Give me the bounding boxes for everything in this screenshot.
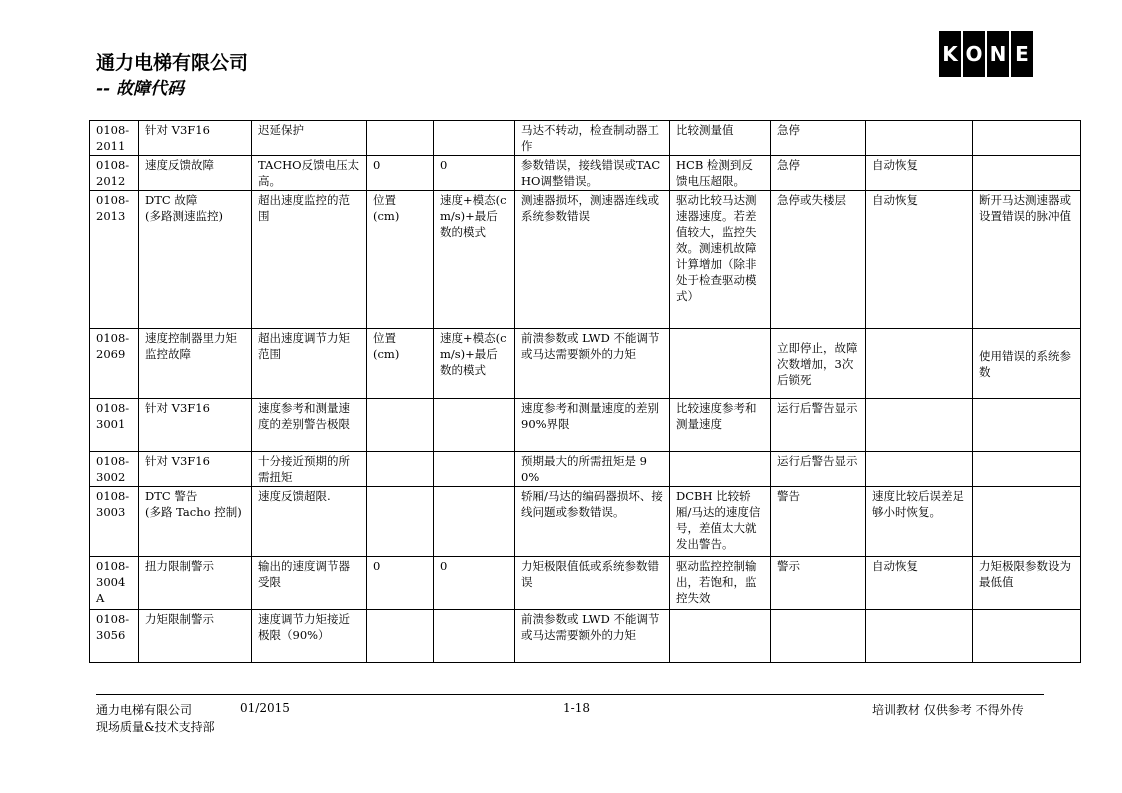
cell-name: 针对 V3F16 xyxy=(139,121,252,156)
cell-recover xyxy=(866,452,973,487)
cell-action xyxy=(771,610,866,663)
cell-cause: 超出速度调节力矩范围 xyxy=(252,329,367,399)
cell-remedy: 使用错误的系统参数 xyxy=(973,329,1081,399)
table-row xyxy=(90,121,1081,156)
cell-name: 针对 V3F16 xyxy=(139,399,252,452)
cell-code: 0108- 3001 xyxy=(90,399,139,452)
cell-recover: 自动恢复 xyxy=(866,156,973,191)
cell-reason: 速度参考和测量速度的差别 90%界限 xyxy=(515,399,670,452)
cell-p2 xyxy=(434,121,515,156)
cell-detect: 比较速度参考和测量速度 xyxy=(670,399,771,452)
cell-reason: 轿厢/马达的编码器损坏、接线问题或参数错误。 xyxy=(515,487,670,557)
cell-reason: 参数错误，接线错误或TACHO调整错误。 xyxy=(515,156,670,191)
cell-remedy xyxy=(973,121,1081,156)
cell-p2 xyxy=(434,452,515,487)
cell-recover xyxy=(866,121,973,156)
cell-p2 xyxy=(434,487,515,557)
cell-remedy xyxy=(973,399,1081,452)
cell-detect: 比较测量值 xyxy=(670,121,771,156)
cell-p2: 0 xyxy=(434,156,515,191)
cell-cause: 超出速度监控的范围 xyxy=(252,191,367,329)
footer-date: 01/2015 xyxy=(240,701,290,715)
cell-action: 警示 xyxy=(771,557,866,610)
cell-detect xyxy=(670,329,771,399)
logo-letter: E xyxy=(1011,31,1033,77)
cell-action: 急停 xyxy=(771,121,866,156)
cell-recover xyxy=(866,399,973,452)
cell-recover: 速度比较后误差足够小时恢复。 xyxy=(866,487,973,557)
cell-recover: 自动恢复 xyxy=(866,191,973,329)
cell-reason: 马达不转动，检查制动器工作 xyxy=(515,121,670,156)
cell-p1 xyxy=(367,399,434,452)
cell-cause: 速度参考和测量速度的差别警告极限 xyxy=(252,399,367,452)
cell-p1: 位置 (cm) xyxy=(367,191,434,329)
cell-remedy xyxy=(973,487,1081,557)
cell-cause: 十分接近预期的所需扭矩 xyxy=(252,452,367,487)
cell-detect: DCBH 比较轿厢/马达的速度信号，差值太大就发出警告。 xyxy=(670,487,771,557)
logo-letter: N xyxy=(987,31,1009,77)
fault-code-table xyxy=(89,120,1081,663)
logo-letter: O xyxy=(963,31,985,77)
cell-name: 速度控制器里力矩监控故障 xyxy=(139,329,252,399)
page-number: 1-18 xyxy=(563,701,590,715)
cell-action: 急停或失楼层 xyxy=(771,191,866,329)
footer-divider xyxy=(96,694,1044,695)
cell-p2: 速度+模态(cm/s)+最后数的模式 xyxy=(434,191,515,329)
cell-p1 xyxy=(367,452,434,487)
document-subtitle: -- 故障代码 xyxy=(96,79,185,99)
table-row xyxy=(90,329,1081,399)
cell-cause: 速度调节力矩接近极限（90%） xyxy=(252,610,367,663)
cell-remedy xyxy=(973,610,1081,663)
cell-cause: 迟延保护 xyxy=(252,121,367,156)
table-row xyxy=(90,487,1081,557)
cell-code: 0108- 2011 xyxy=(90,121,139,156)
logo-letter: K xyxy=(939,31,961,77)
table-row xyxy=(90,557,1081,610)
cell-detect: HCB 检测到反馈电压超限。 xyxy=(670,156,771,191)
cell-name: 力矩限制警示 xyxy=(139,610,252,663)
table-row xyxy=(90,399,1081,452)
cell-code: 0108- 3003 xyxy=(90,487,139,557)
footer-note: 培训教材 仅供参考 不得外传 xyxy=(872,703,1024,717)
cell-detect: 驱动监控控制输出，若饱和，监控失效 xyxy=(670,557,771,610)
cell-cause: 输出的速度调节器受限 xyxy=(252,557,367,610)
cell-p2 xyxy=(434,399,515,452)
cell-recover: 自动恢复 xyxy=(866,557,973,610)
cell-name: 扭力限制警示 xyxy=(139,557,252,610)
table-row xyxy=(90,191,1081,329)
cell-remedy xyxy=(973,452,1081,487)
cell-p1 xyxy=(367,487,434,557)
kone-logo xyxy=(939,31,1033,77)
cell-p1 xyxy=(367,610,434,663)
cell-remedy: 力矩极限参数设为最低值 xyxy=(973,557,1081,610)
cell-reason: 前溃参数或 LWD 不能调节或马达需要额外的力矩 xyxy=(515,329,670,399)
cell-name: 速度反馈故障 xyxy=(139,156,252,191)
cell-cause: TACHO反馈电压太高。 xyxy=(252,156,367,191)
cell-detect: 驱动比较马达测速器速度。若差值较大，监控失效。测速机故障计算增加（除非处于检查驱动模式） xyxy=(670,191,771,329)
cell-code: 0108- 3056 xyxy=(90,610,139,663)
cell-action: 运行后警告显示 xyxy=(771,399,866,452)
cell-recover xyxy=(866,610,973,663)
cell-name: DTC 警告 (多路 Tacho 控制) xyxy=(139,487,252,557)
cell-detect xyxy=(670,610,771,663)
footer-department: 现场质量&技术支持部 xyxy=(96,720,215,734)
cell-remedy xyxy=(973,156,1081,191)
cell-code: 0108- 3004A xyxy=(90,557,139,610)
cell-cause: 速度反馈超限. xyxy=(252,487,367,557)
cell-code: 0108- 2013 xyxy=(90,191,139,329)
cell-action: 运行后警告显示 xyxy=(771,452,866,487)
cell-p1 xyxy=(367,121,434,156)
cell-p2 xyxy=(434,610,515,663)
cell-action: 急停 xyxy=(771,156,866,191)
table-row xyxy=(90,610,1081,663)
table-row xyxy=(90,452,1081,487)
company-title: 通力电梯有限公司 xyxy=(96,52,249,74)
cell-remedy: 断开马达测速器或设置错误的脉冲值 xyxy=(973,191,1081,329)
cell-recover xyxy=(866,329,973,399)
cell-name: 针对 V3F16 xyxy=(139,452,252,487)
cell-code: 0108- 2069 xyxy=(90,329,139,399)
cell-p2: 速度+模态(cm/s)+最后数的模式 xyxy=(434,329,515,399)
cell-action: 警告 xyxy=(771,487,866,557)
cell-detect xyxy=(670,452,771,487)
cell-p1: 0 xyxy=(367,557,434,610)
cell-name: DTC 故障 (多路测速监控) xyxy=(139,191,252,329)
cell-reason: 测速器损坏，测速器连线或系统参数错误 xyxy=(515,191,670,329)
table-row xyxy=(90,156,1081,191)
cell-reason: 前溃参数或 LWD 不能调节或马达需要额外的力矩 xyxy=(515,610,670,663)
cell-code: 0108- 2012 xyxy=(90,156,139,191)
cell-reason: 预期最大的所需扭矩是 90% xyxy=(515,452,670,487)
cell-p1: 0 xyxy=(367,156,434,191)
cell-action: 立即停止，故障次数增加，3次后锁死 xyxy=(771,329,866,399)
cell-p1: 位置 (cm) xyxy=(367,329,434,399)
footer-company: 通力电梯有限公司 xyxy=(96,703,193,717)
cell-reason: 力矩极限值低或系统参数错误 xyxy=(515,557,670,610)
cell-code: 0108- 3002 xyxy=(90,452,139,487)
cell-p2: 0 xyxy=(434,557,515,610)
